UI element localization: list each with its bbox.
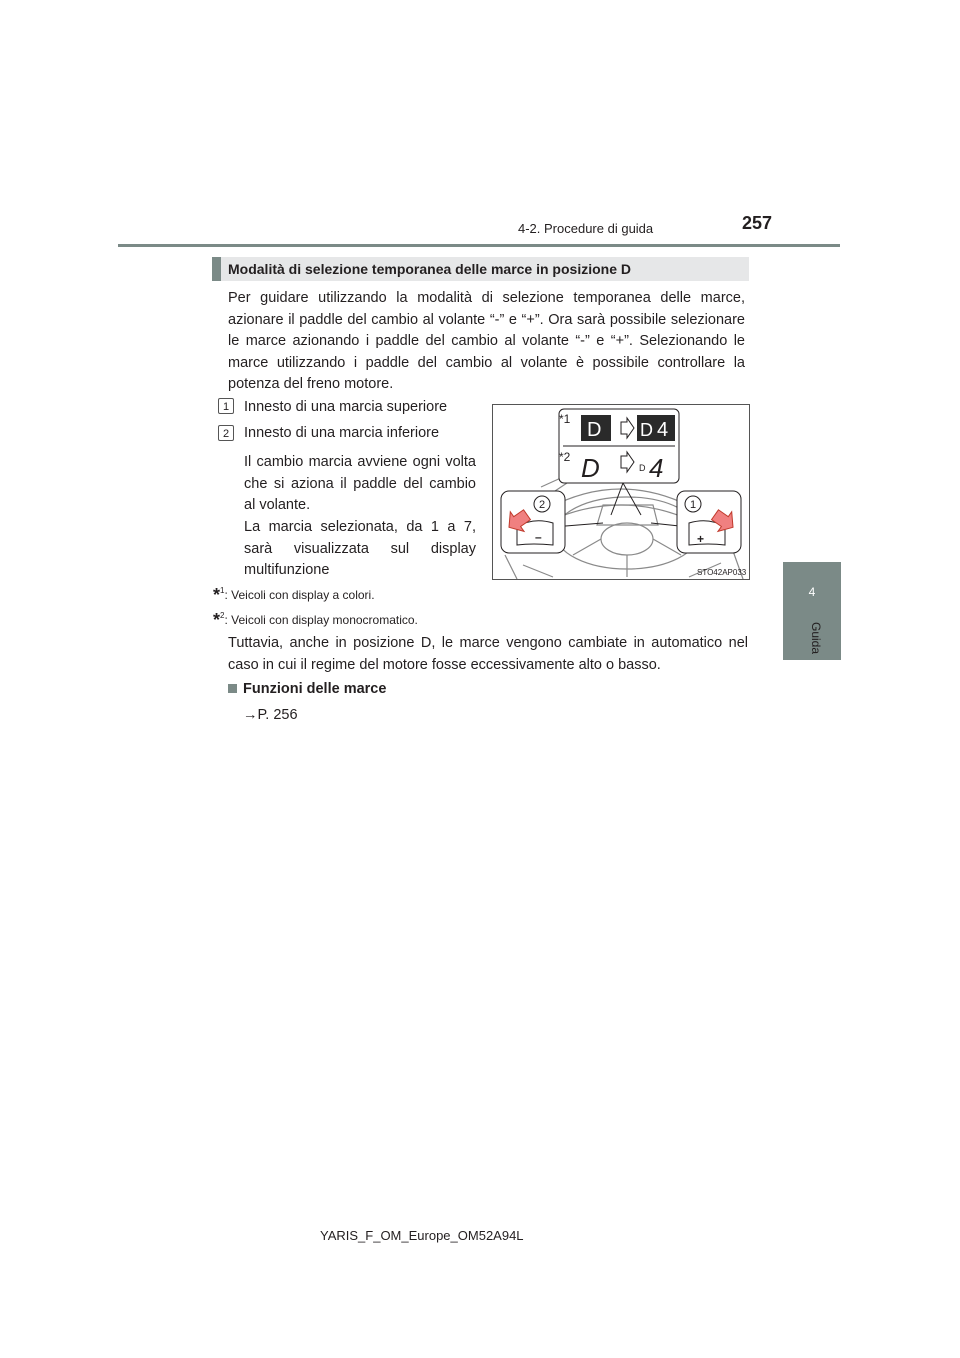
svg-text:4: 4 xyxy=(657,419,669,441)
intro-paragraph: Per guidare utilizzando la modalità di selezione temporanea delle marce, azionare il paddle del cambio al volante “-” e “+”. Ora sarà possibile selezionare le marce azionando i paddle del cambio al volante “-” e “+”. Selezionando le marce utilizzando i paddle del cambio al volante è possibile controllare la potenza del freno motore. xyxy=(228,290,745,392)
mono-display-4: 4 xyxy=(649,453,664,483)
document-code-footer: YARIS_F_OM_Europe_OM52A94L xyxy=(320,1228,524,1243)
svg-text:2: 2 xyxy=(539,499,546,511)
chapter-number: 4 xyxy=(808,585,816,599)
page-reference-link[interactable]: →P. 256 xyxy=(243,707,298,723)
paddle-shift-illustration xyxy=(492,404,750,580)
footnote-mono-display: *$^2$: Veicoli con display monocromatico. xyxy=(213,610,418,630)
svg-text:D: D xyxy=(587,419,602,441)
item-number-badge: 1 xyxy=(218,398,234,414)
svg-text:D: D xyxy=(640,420,653,440)
shift-note: Il cambio marcia avviene ogni volta che si aziona il paddle del cambio al volante. xyxy=(244,454,476,513)
selected-gear-note: La marcia selezionata, da 1 a 7, sarà visualizzata sul display multifunzione xyxy=(244,519,476,578)
section-title: 4-2. Procedure di guida xyxy=(518,221,654,236)
svg-text:+: + xyxy=(697,532,705,546)
star2-label: *2 xyxy=(559,450,571,464)
page-number: 257 xyxy=(742,213,773,233)
figure-code: STO42AP033 xyxy=(697,568,747,577)
svg-text:D: D xyxy=(639,463,646,473)
steering-wheel-diagram xyxy=(493,405,749,579)
header-rule xyxy=(118,244,840,247)
svg-text:–: – xyxy=(535,530,542,544)
svg-text:1: 1 xyxy=(690,499,697,511)
item-downshift: Innesto di una marcia inferiore xyxy=(244,425,440,441)
square-bullet-icon xyxy=(228,684,237,693)
footnote-color-display: *$^1$: Veicoli con display a colori. xyxy=(213,585,375,605)
chapter-label: Guida xyxy=(809,621,823,655)
item-number-badge: 2 xyxy=(218,425,234,441)
item-upshift: Innesto di una marcia superiore xyxy=(244,399,448,415)
section-heading-text: Modalità di selezione temporanea delle marce in posizione D xyxy=(228,261,631,277)
mono-display-d: D xyxy=(581,453,600,483)
section-heading xyxy=(212,257,749,281)
star1-label: *1 xyxy=(559,412,571,426)
subsection-heading: Funzioni delle marce xyxy=(228,681,386,697)
automatic-shift-note: Tuttavia, anche in posizione D, le marce vengono cambiate in automatico nel caso in cui il regime del motore fosse eccessivamente alto o basso. xyxy=(228,635,748,673)
